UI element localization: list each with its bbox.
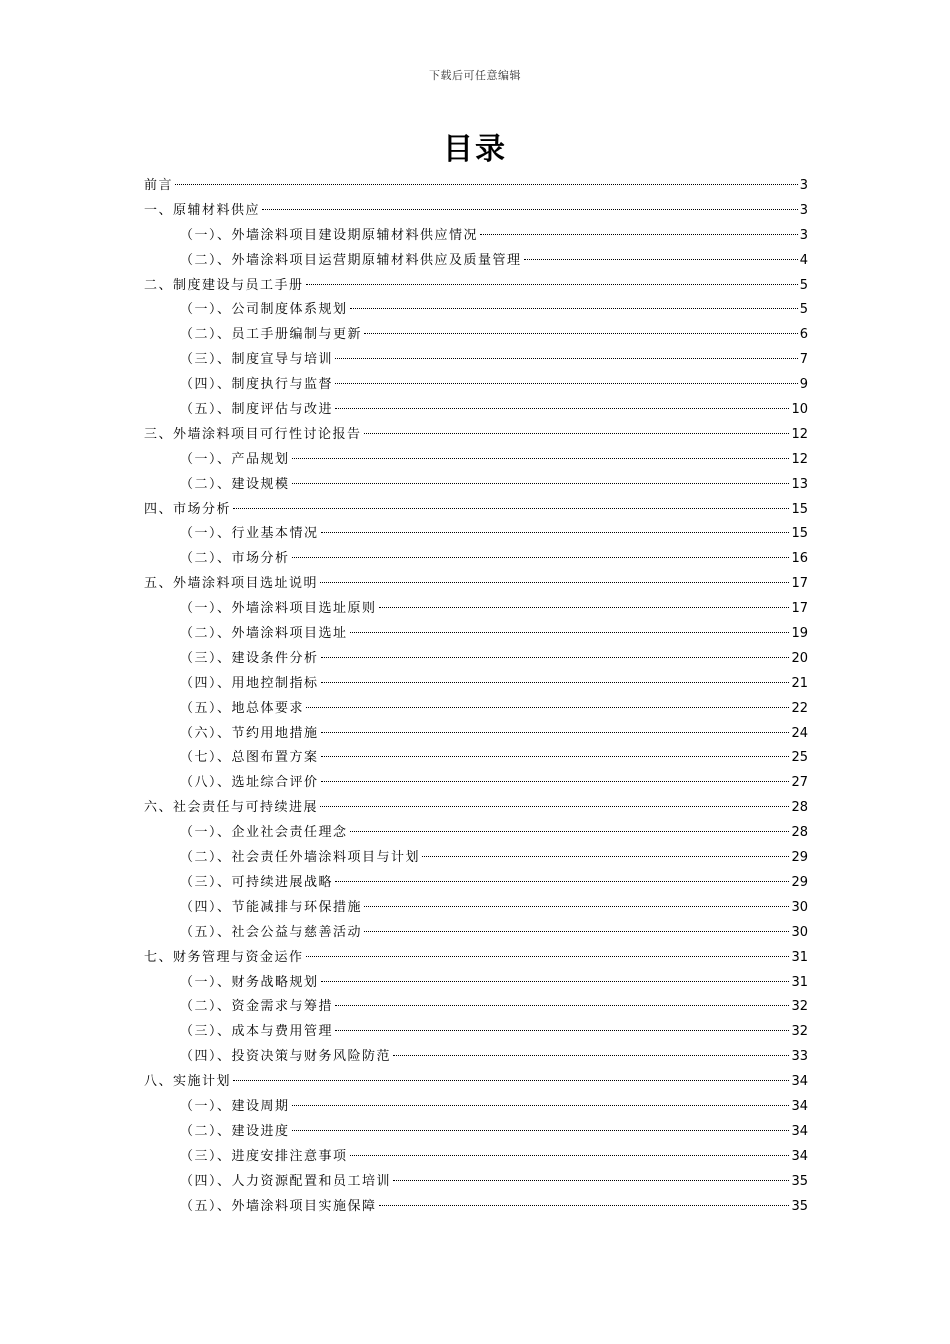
toc-entry-label: （一）、行业基本情况 xyxy=(180,526,319,542)
toc-dot-leader xyxy=(350,308,798,309)
toc-dot-leader xyxy=(233,1080,789,1081)
toc-dot-leader xyxy=(335,881,789,882)
toc-entry[interactable] xyxy=(144,1195,808,1220)
toc-dot-leader xyxy=(335,358,798,359)
toc-entry-page-number: 3 xyxy=(799,202,808,218)
toc-dot-leader xyxy=(321,981,790,982)
toc-entry[interactable] xyxy=(144,323,808,348)
toc-entry[interactable] xyxy=(144,423,808,448)
toc-entry[interactable] xyxy=(144,821,808,846)
toc-dot-leader xyxy=(175,184,798,185)
toc-entry-page-number: 32 xyxy=(791,1024,808,1040)
toc-entry-page-number: 5 xyxy=(799,277,808,293)
toc-entry-label: （二）、市场分析 xyxy=(180,551,290,567)
toc-dot-leader xyxy=(350,632,790,633)
toc-entry-label: （二）、员工手册编制与更新 xyxy=(180,327,363,343)
toc-entry-page-number: 6 xyxy=(799,327,808,343)
toc-dot-leader xyxy=(321,657,790,658)
toc-dot-leader xyxy=(306,284,798,285)
toc-entry[interactable] xyxy=(144,522,808,547)
toc-entry-label: （一）、财务战略规划 xyxy=(180,974,319,990)
toc-entry[interactable] xyxy=(144,373,808,398)
toc-entry[interactable] xyxy=(144,722,808,747)
toc-entry-label: （三）、成本与费用管理 xyxy=(180,1024,334,1040)
toc-dot-leader xyxy=(364,433,790,434)
toc-entry-page-number: 28 xyxy=(791,825,808,841)
toc-entry-label: （二）、建设进度 xyxy=(180,1123,290,1139)
toc-entry[interactable] xyxy=(144,274,808,299)
toc-entry[interactable] xyxy=(144,1170,808,1195)
toc-dot-leader xyxy=(262,209,798,210)
toc-dot-leader xyxy=(393,1180,789,1181)
toc-entry[interactable] xyxy=(144,473,808,498)
toc-dot-leader xyxy=(379,607,790,608)
toc-entry-page-number: 28 xyxy=(791,800,808,816)
toc-dot-leader xyxy=(292,483,790,484)
toc-entry[interactable] xyxy=(144,174,808,199)
toc-entry[interactable] xyxy=(144,1020,808,1045)
toc-entry-label: （一）、公司制度体系规划 xyxy=(180,302,348,318)
toc-entry[interactable] xyxy=(144,1145,808,1170)
toc-entry-page-number: 25 xyxy=(791,750,808,766)
toc-entry-label: （四）、投资决策与财务风险防范 xyxy=(180,1049,392,1065)
toc-entry-page-number: 20 xyxy=(791,650,808,666)
toc-entry-page-number: 9 xyxy=(799,377,808,393)
toc-entry-page-number: 17 xyxy=(791,601,808,617)
toc-dot-leader xyxy=(292,557,790,558)
toc-entry[interactable] xyxy=(144,597,808,622)
toc-entry-label: （三）、制度宣导与培训 xyxy=(180,352,334,368)
toc-entry[interactable] xyxy=(144,871,808,896)
toc-entry-label: （二）、外墙涂料项目选址 xyxy=(180,626,348,642)
toc-entry-page-number: 35 xyxy=(791,1173,808,1189)
toc-entry-page-number: 30 xyxy=(791,899,808,915)
toc-dot-leader xyxy=(364,906,789,907)
toc-entry-page-number: 10 xyxy=(791,402,808,418)
toc-entry[interactable] xyxy=(144,896,808,921)
toc-entry-label: （四）、制度执行与监督 xyxy=(180,377,334,393)
toc-entry[interactable] xyxy=(144,298,808,323)
toc-entry[interactable] xyxy=(144,672,808,697)
toc-entry[interactable] xyxy=(144,1045,808,1070)
toc-entry-label: （一）、外墙涂料项目建设期原辅材料供应情况 xyxy=(180,227,479,243)
toc-entry[interactable] xyxy=(144,1070,808,1095)
toc-entry-page-number: 3 xyxy=(799,227,808,243)
toc-entry-page-number: 31 xyxy=(791,974,808,990)
toc-entry-label: 七、财务管理与资金运作 xyxy=(144,949,304,965)
toc-entry-page-number: 31 xyxy=(791,949,808,965)
toc-dot-leader xyxy=(364,333,798,334)
toc-dot-leader xyxy=(306,707,789,708)
toc-entry-page-number: 3 xyxy=(799,178,808,193)
toc-list xyxy=(144,174,808,1219)
toc-dot-leader xyxy=(524,259,798,260)
toc-entry-page-number: 22 xyxy=(791,700,808,716)
toc-dot-leader xyxy=(292,458,790,459)
toc-entry[interactable] xyxy=(144,746,808,771)
toc-entry-label: （六）、节约用地措施 xyxy=(180,725,319,741)
toc-dot-leader xyxy=(393,1055,789,1056)
toc-dot-leader xyxy=(306,956,790,957)
toc-entry-page-number: 32 xyxy=(791,999,808,1015)
toc-dot-leader xyxy=(292,1105,790,1106)
toc-title: 目录 xyxy=(443,132,507,167)
toc-dot-leader xyxy=(320,806,789,807)
toc-entry[interactable] xyxy=(144,448,808,473)
toc-entry-label: （三）、可持续进展战略 xyxy=(180,874,334,890)
toc-entry[interactable] xyxy=(144,921,808,946)
toc-dot-leader xyxy=(292,1130,790,1131)
toc-entry-label: （四）、用地控制指标 xyxy=(180,675,319,691)
toc-entry-label: （三）、建设条件分析 xyxy=(180,650,319,666)
toc-entry-page-number: 33 xyxy=(791,1049,808,1065)
toc-entry[interactable] xyxy=(144,249,808,274)
toc-entry-page-number: 21 xyxy=(791,675,808,691)
toc-entry-page-number: 7 xyxy=(799,352,808,368)
toc-entry-label: （五）、地总体要求 xyxy=(180,700,305,716)
toc-entry-page-number: 35 xyxy=(791,1198,808,1214)
toc-entry[interactable] xyxy=(144,1120,808,1145)
toc-entry[interactable] xyxy=(144,647,808,672)
toc-entry-label: （二）、外墙涂料项目运营期原辅材料供应及质量管理 xyxy=(180,252,522,268)
toc-entry[interactable] xyxy=(144,224,808,249)
toc-dot-leader xyxy=(350,831,790,832)
toc-entry-label: （二）、资金需求与筹措 xyxy=(180,999,334,1015)
toc-entry-page-number: 17 xyxy=(791,576,808,592)
toc-entry-label: （一）、外墙涂料项目选址原则 xyxy=(180,601,377,617)
toc-entry-label: 三、外墙涂料项目可行性讨论报告 xyxy=(144,426,362,442)
toc-entry-label: （一）、建设周期 xyxy=(180,1098,290,1114)
toc-entry-label: （二）、建设规模 xyxy=(180,476,290,492)
toc-entry-page-number: 27 xyxy=(791,775,808,791)
toc-entry[interactable] xyxy=(144,971,808,996)
toc-entry[interactable] xyxy=(144,846,808,871)
toc-entry-page-number: 34 xyxy=(791,1148,808,1164)
toc-entry-page-number: 19 xyxy=(791,626,808,642)
toc-entry[interactable] xyxy=(144,398,808,423)
toc-entry[interactable] xyxy=(144,771,808,796)
toc-entry-label: （五）、制度评估与改进 xyxy=(180,402,334,418)
toc-entry-label: 前言 xyxy=(144,178,174,193)
toc-entry-page-number: 12 xyxy=(791,426,808,442)
toc-entry-page-number: 4 xyxy=(799,252,808,268)
toc-entry-label: 八、实施计划 xyxy=(144,1074,232,1090)
toc-entry-label: （八）、选址综合评价 xyxy=(180,775,319,791)
toc-entry-page-number: 29 xyxy=(791,850,808,866)
toc-dot-leader xyxy=(335,1005,789,1006)
toc-entry-label: （七）、总图布置方案 xyxy=(180,750,319,766)
toc-entry-label: 二、制度建设与员工手册 xyxy=(144,277,304,293)
header-note: 下载后可任意编辑 xyxy=(429,69,521,82)
toc-entry[interactable] xyxy=(144,1095,808,1120)
toc-entry[interactable] xyxy=(144,348,808,373)
toc-entry[interactable] xyxy=(144,995,808,1020)
toc-entry[interactable] xyxy=(144,498,808,523)
toc-dot-leader xyxy=(350,1155,790,1156)
toc-entry-page-number: 34 xyxy=(791,1098,808,1114)
toc-entry-label: 五、外墙涂料项目选址说明 xyxy=(144,576,319,592)
toc-entry-page-number: 24 xyxy=(791,725,808,741)
toc-entry[interactable] xyxy=(144,199,808,224)
toc-entry-page-number: 5 xyxy=(799,302,808,318)
toc-entry-label: （五）、社会公益与慈善活动 xyxy=(180,924,363,940)
toc-entry-page-number: 29 xyxy=(791,874,808,890)
toc-dot-leader xyxy=(321,682,790,683)
toc-entry-label: （三）、进度安排注意事项 xyxy=(180,1148,348,1164)
toc-entry-page-number: 34 xyxy=(791,1123,808,1139)
toc-entry-label: 一、原辅材料供应 xyxy=(144,202,261,218)
toc-entry[interactable] xyxy=(144,946,808,971)
toc-entry-label: （一）、企业社会责任理念 xyxy=(180,825,348,841)
toc-entry-label: （五）、外墙涂料项目实施保障 xyxy=(180,1198,377,1214)
toc-entry-label: （一）、产品规划 xyxy=(180,451,290,467)
toc-entry-label: （二）、社会责任外墙涂料项目与计划 xyxy=(180,850,421,866)
toc-entry-label: （四）、人力资源配置和员工培训 xyxy=(180,1173,392,1189)
toc-entry[interactable] xyxy=(144,697,808,722)
toc-entry-page-number: 13 xyxy=(791,476,808,492)
toc-entry[interactable] xyxy=(144,796,808,821)
toc-dot-leader xyxy=(320,582,789,583)
toc-entry[interactable] xyxy=(144,572,808,597)
toc-dot-leader xyxy=(321,781,790,782)
toc-entry-page-number: 15 xyxy=(791,526,808,542)
toc-entry-page-number: 12 xyxy=(791,451,808,467)
toc-entry-page-number: 16 xyxy=(791,551,808,567)
toc-entry-label: 四、市场分析 xyxy=(144,501,232,517)
toc-entry-page-number: 15 xyxy=(791,501,808,517)
toc-dot-leader xyxy=(321,532,790,533)
toc-entry-page-number: 34 xyxy=(791,1074,808,1090)
toc-dot-leader xyxy=(335,1030,789,1031)
toc-dot-leader xyxy=(480,234,798,235)
toc-entry-label: 六、社会责任与可持续进展 xyxy=(144,800,319,816)
toc-dot-leader xyxy=(335,408,789,409)
toc-dot-leader xyxy=(422,856,789,857)
toc-dot-leader xyxy=(321,756,790,757)
toc-dot-leader xyxy=(335,383,798,384)
toc-dot-leader xyxy=(379,1205,790,1206)
toc-entry[interactable] xyxy=(144,622,808,647)
toc-entry-page-number: 30 xyxy=(791,924,808,940)
toc-dot-leader xyxy=(364,931,789,932)
toc-entry-label: （四）、节能减排与环保措施 xyxy=(180,899,363,915)
toc-dot-leader xyxy=(233,508,789,509)
toc-dot-leader xyxy=(321,732,790,733)
toc-entry[interactable] xyxy=(144,547,808,572)
